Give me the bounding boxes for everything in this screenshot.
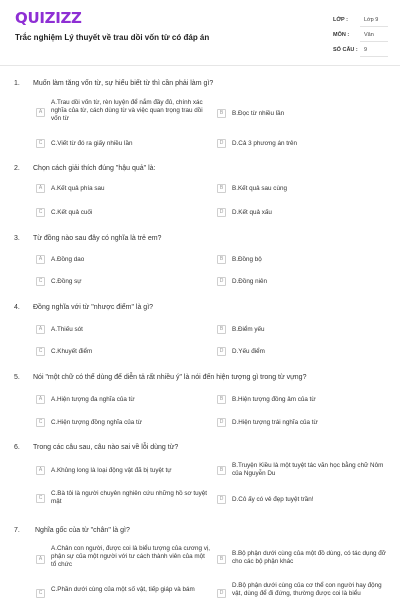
- question-text: Chọn cách giải thích đúng "hậu quả" là:: [33, 165, 156, 172]
- option-letter: B: [217, 255, 226, 264]
- option-letter: A: [36, 466, 45, 475]
- option-text: C.Đồng sự: [51, 278, 82, 285]
- option-text: A.Chân con người, được coi là biểu tượng của cương vị, phận sự của một người với tư cách thành viên của một tổ chức: [51, 545, 211, 568]
- option-text: B.Hiện tượng đồng âm của từ: [232, 396, 316, 403]
- meta-label: MÔN :: [333, 32, 350, 38]
- option-text: B.Truyện Kiều là một tuyệt tác văn học bằng chữ Nôm của Nguyễn Du: [232, 462, 384, 477]
- option-letter: A: [36, 108, 45, 117]
- question-text: Nghĩa gốc của từ "chân" là gì?: [35, 527, 130, 534]
- meta-question-count: [333, 47, 389, 58]
- question-number: 7.: [14, 527, 20, 534]
- option-letter: C: [36, 589, 45, 598]
- option-text: C.Hiện tượng đồng nghĩa của từ: [51, 419, 142, 426]
- option-text: B.Đồng bộ: [232, 256, 262, 263]
- option-text: B.Đọc từ nhiều lần: [232, 110, 285, 117]
- option-letter: A: [36, 184, 45, 193]
- option-letter: A: [36, 255, 45, 264]
- quizizz-logo: QUIZIZZ: [15, 9, 82, 27]
- option-text: C.Phần dưới cùng của một số vật, tiếp giáp và bám: [51, 586, 195, 593]
- option-text: C.Viết từ đó ra giấy nhiều lần: [51, 140, 133, 147]
- option-text: D.Yếu điểm: [232, 348, 265, 355]
- question-number: 5.: [14, 374, 20, 381]
- option-text: A.Khủng long là loại động vật đã bị tuyệt tự: [51, 467, 172, 474]
- document-title: Trắc nghiệm Lý thuyết về trau dồi vốn từ có đáp án: [15, 33, 210, 42]
- option-letter: C: [36, 277, 45, 286]
- question-text: Muốn làm tăng vốn từ, sự hiểu biết từ thì cần phải làm gì?: [33, 80, 214, 87]
- question-number: 4.: [14, 304, 20, 311]
- option-text: D.Cô ấy có vẻ đẹp tuyệt trần!: [232, 496, 314, 503]
- meta-label: LỚP :: [333, 17, 348, 23]
- option-text: B.Kết quả sau cùng: [232, 185, 287, 192]
- question-number: 6.: [14, 444, 20, 451]
- option-letter: C: [36, 494, 45, 503]
- option-letter: D: [217, 208, 226, 217]
- option-letter: D: [217, 589, 226, 598]
- option-text: A.Hiện tượng đa nghĩa của từ: [51, 396, 135, 403]
- question-text: Từ đồng nào sau đây có nghĩa là trẻ em?: [33, 235, 162, 242]
- option-letter: C: [36, 418, 45, 427]
- option-text: B.Điểm yếu: [232, 326, 265, 333]
- meta-label: SỐ CÂU :: [333, 47, 358, 53]
- option-letter: C: [36, 139, 45, 148]
- question-text: Đồng nghĩa với từ "nhược điểm" là gì?: [33, 304, 154, 311]
- question-number: 3.: [14, 235, 20, 242]
- header: [0, 0, 400, 66]
- option-letter: D: [217, 347, 226, 356]
- option-letter: A: [36, 325, 45, 334]
- option-text: C.Khuyết điểm: [51, 348, 93, 355]
- question-text: Nói "một chữ có thể dùng để diễn tả rất nhiều ý" là nói đến hiện tượng gì trong từ vựng?: [33, 374, 307, 381]
- meta-subject: [333, 32, 389, 43]
- option-letter: C: [36, 347, 45, 356]
- option-text: D.Kết quả xấu: [232, 209, 272, 216]
- question-number: 2.: [14, 165, 20, 172]
- option-text: B.Bộ phận dưới cùng của một đồ dùng, có tác dụng đỡ cho các bộ phận khác: [232, 550, 386, 565]
- option-letter: B: [217, 109, 226, 118]
- option-text: A.Đồng dao: [51, 256, 85, 263]
- option-letter: B: [217, 555, 226, 564]
- option-letter: C: [36, 208, 45, 217]
- meta-class: [333, 17, 389, 28]
- meta-value: 9: [360, 47, 388, 57]
- option-text: D.Đồng niên: [232, 278, 268, 285]
- option-letter: B: [217, 184, 226, 193]
- option-text: A.Kết quả phía sau: [51, 185, 105, 192]
- option-letter: D: [217, 277, 226, 286]
- option-letter: D: [217, 139, 226, 148]
- option-text: C.Bà tôi là người chuyên nghiên cứu những hồ sơ tuyệt mật: [51, 490, 208, 505]
- option-letter: D: [217, 495, 226, 504]
- option-text: D.Hiện tượng trái nghĩa của từ: [232, 419, 318, 426]
- question-text: Trong các câu sau, câu nào sai về lỗi dùng từ?: [33, 444, 179, 451]
- option-letter: A: [36, 395, 45, 404]
- option-letter: B: [217, 395, 226, 404]
- option-letter: B: [217, 325, 226, 334]
- option-letter: A: [36, 555, 45, 564]
- meta-value: Văn: [360, 32, 388, 42]
- option-text: C.Kết quả cuối: [51, 209, 93, 216]
- question-number: 1.: [14, 80, 20, 87]
- option-text: A.Thiếu sót: [51, 326, 83, 333]
- option-text: A.Trau dồi vốn từ, rèn luyện để nắm đầy đủ, chính xác nghĩa của từ, cách dùng từ và việc quan trọng trau dồi vốn từ: [51, 99, 203, 122]
- meta-value: Lớp 9: [360, 17, 388, 27]
- option-text: D.Cả 3 phương án trên: [232, 140, 298, 147]
- option-text: D.Bộ phận dưới cùng của cơ thể con người hay động vật, dùng để đi đứng, thường được coi là biểu: [232, 582, 382, 597]
- option-letter: D: [217, 418, 226, 427]
- option-letter: B: [217, 466, 226, 475]
